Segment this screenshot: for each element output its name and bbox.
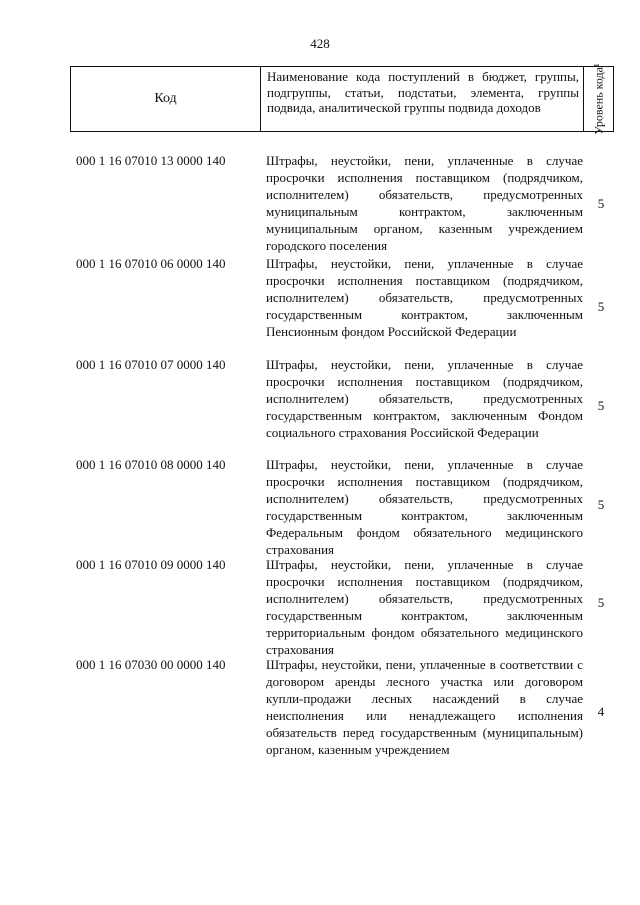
row-code: 000 1 16 07010 09 0000 140: [76, 557, 226, 572]
row-name: Штрафы, неустойки, пени, уплаченные в случае просрочки исполнения поставщиком (подрядчиком, исполнителем) обязательств, предусмотренных государственным контрактом, заключенным территориальным фондом обязательного медицинского страхования: [266, 557, 583, 657]
row-code: 000 1 16 07010 08 0000 140: [76, 457, 226, 472]
page-number: 428: [310, 36, 330, 51]
row-name: Штрафы, неустойки, пени, уплаченные в соответствии с договором аренды лесного участка или договором купли-продажи лесных насаждений в случае неисполнения или ненадлежащего исполнения обязательств перед государственным (муниципальным) органом, казенным учреждением: [266, 657, 583, 757]
row-code: 000 1 16 07010 13 0000 140: [76, 153, 226, 168]
row-level: 5: [597, 196, 605, 211]
header-name-cell: Наименование кода поступлений в бюджет, группы, подгруппы, статьи, подстатьи, элемента, группы подвида, аналитической группы подвида доходов: [261, 67, 584, 131]
header-code-cell: [71, 67, 261, 131]
row-code: 000 1 16 07010 06 0000 140: [76, 256, 226, 271]
header-level-label: Уровень кода¹: [591, 63, 606, 135]
header-level-cell: [584, 63, 613, 135]
row-level: 5: [597, 595, 605, 610]
row-level: 5: [597, 299, 605, 314]
row-level: 5: [597, 497, 605, 512]
row-name: Штрафы, неустойки, пени, уплаченные в случае просрочки исполнения поставщиком (подрядчиком, исполнителем) обязательств, предусмотренных муниципальным контрактом, заключенным муниципальным органом, казенным учреждением городского поселения: [266, 153, 583, 253]
row-code: 000 1 16 07010 07 0000 140: [76, 357, 226, 372]
row-name: Штрафы, неустойки, пени, уплаченные в случае просрочки исполнения поставщиком (подрядчиком, исполнителем) обязательств, предусмотренных государственным контрактом, заключенным Федеральным фондом обязательного медицинского страхования: [266, 457, 583, 557]
row-name: Штрафы, неустойки, пени, уплаченные в случае просрочки исполнения поставщиком (подрядчиком, исполнителем) обязательств, предусмотренных государственным контрактом, заключенным Фондом социального страхования Российской Федерации: [266, 357, 583, 440]
row-level: 5: [597, 398, 605, 413]
header-code-label: Код: [154, 91, 177, 106]
row-code: 000 1 16 07030 00 0000 140: [76, 657, 226, 672]
table-header: [70, 63, 614, 135]
row-name: Штрафы, неустойки, пени, уплаченные в случае просрочки исполнения поставщиком (подрядчиком, исполнителем) обязательств, предусмотренных государственным контрактом, заключенным Пенсионным фондом Российской Федерации: [266, 256, 583, 339]
row-level: 4: [597, 704, 605, 719]
